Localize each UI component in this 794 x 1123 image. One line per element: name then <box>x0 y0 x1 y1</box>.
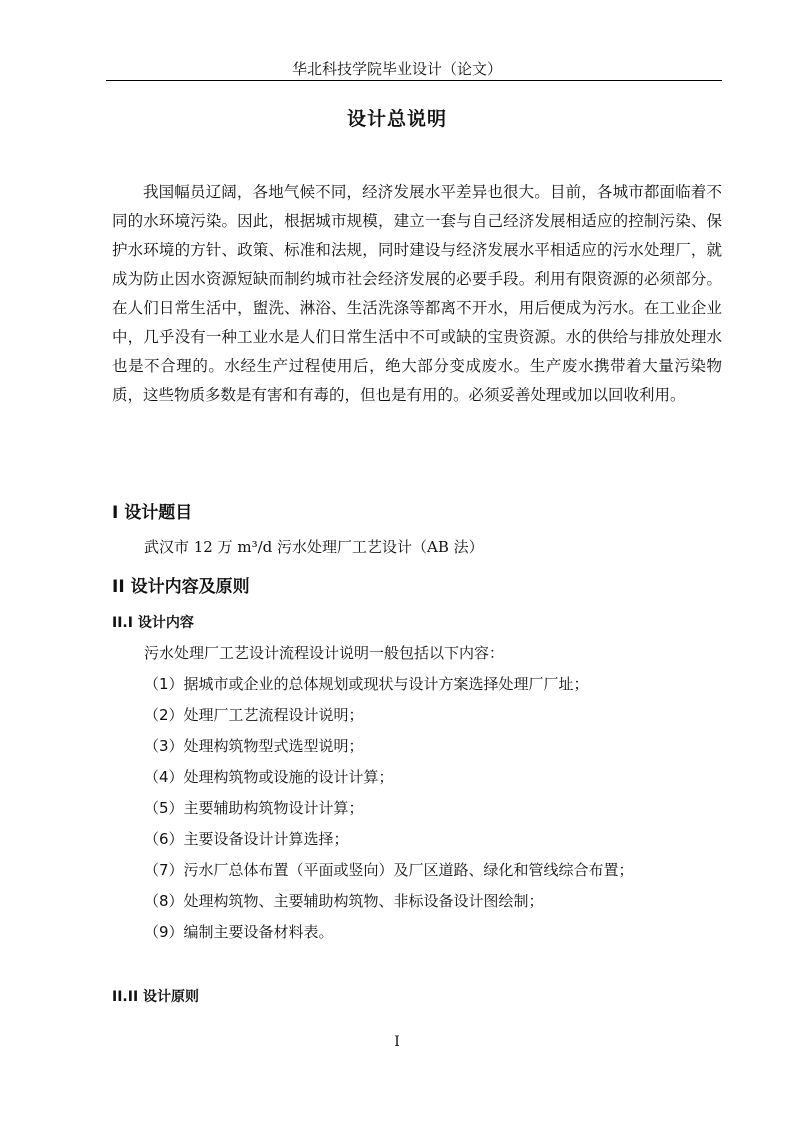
intro-paragraph <box>112 178 722 410</box>
section-heading-content-principles: II 设计内容及原则 <box>112 577 250 597</box>
list-item: （7）污水厂总体布置（平面或竖向）及厂区道路、绿化和管线综合布置； <box>144 861 634 879</box>
list-item: （1）据城市或企业的总体规划或现状与设计方案选择处理厂厂址； <box>144 675 589 693</box>
subsection-heading-principles: II.II 设计原则 <box>112 989 200 1005</box>
section-heading-topic: I 设计题目 <box>112 503 193 523</box>
page-number: I <box>394 1034 400 1050</box>
list-item: （6）主要设备设计计算选择； <box>144 830 349 848</box>
list-item: （2）处理厂工艺流程设计说明； <box>144 706 364 724</box>
header-title: 华北科技学院毕业设计（论文） <box>291 60 502 78</box>
list-item: （8）处理构筑物、主要辅助构筑物、非标设备设计图绘制； <box>144 892 544 910</box>
content-lead: 污水处理厂工艺设计流程设计说明一般包括以下内容： <box>144 644 505 662</box>
list-item: （5）主要辅助构筑物设计计算； <box>144 799 364 817</box>
document-title: 设计总说明 <box>346 108 447 130</box>
design-topic: 武汉市 12 万 m³/d 污水处理厂工艺设计（AB 法） <box>144 538 484 556</box>
list-item: （4）处理构筑物或设施的设计计算； <box>144 768 394 786</box>
list-item: （9）编制主要设备材料表。 <box>144 923 334 941</box>
intro-text: 我国幅员辽阔，各地气候不同，经济发展水平差异也很大。目前，各城市都面临着不同的水环境污染。因此，根据城市规模，建立一套与自己经济发展相适应的控制污染、保护水环境的方针、政策、标准和法规，同时建设与经济发展水平相适应的污水处理厂，就成为防止因水资源短缺而制约城市社会经济发展的必要手段。利用有限资源的必须部分。在人们日常生活中，盥洗、淋浴、生活洗涤等都离不开水，用后便成为污水。在工业企业中，几乎没有一种工业水是人们日常生活中不可或缺的宝贵资源。水的供给与排放处理水也是不合理的。水经生产过程使用后，绝大部分变成废水。生产废水携带着大量污染物质，这些物质多数是有害和有毒的，但也是有用的。必须妥善处理或加以回收利用。 <box>112 183 722 404</box>
list-item: （3）处理构筑物型式选型说明； <box>144 737 364 755</box>
subsection-heading-content: II.I 设计内容 <box>112 615 194 631</box>
header-divider <box>106 80 722 81</box>
